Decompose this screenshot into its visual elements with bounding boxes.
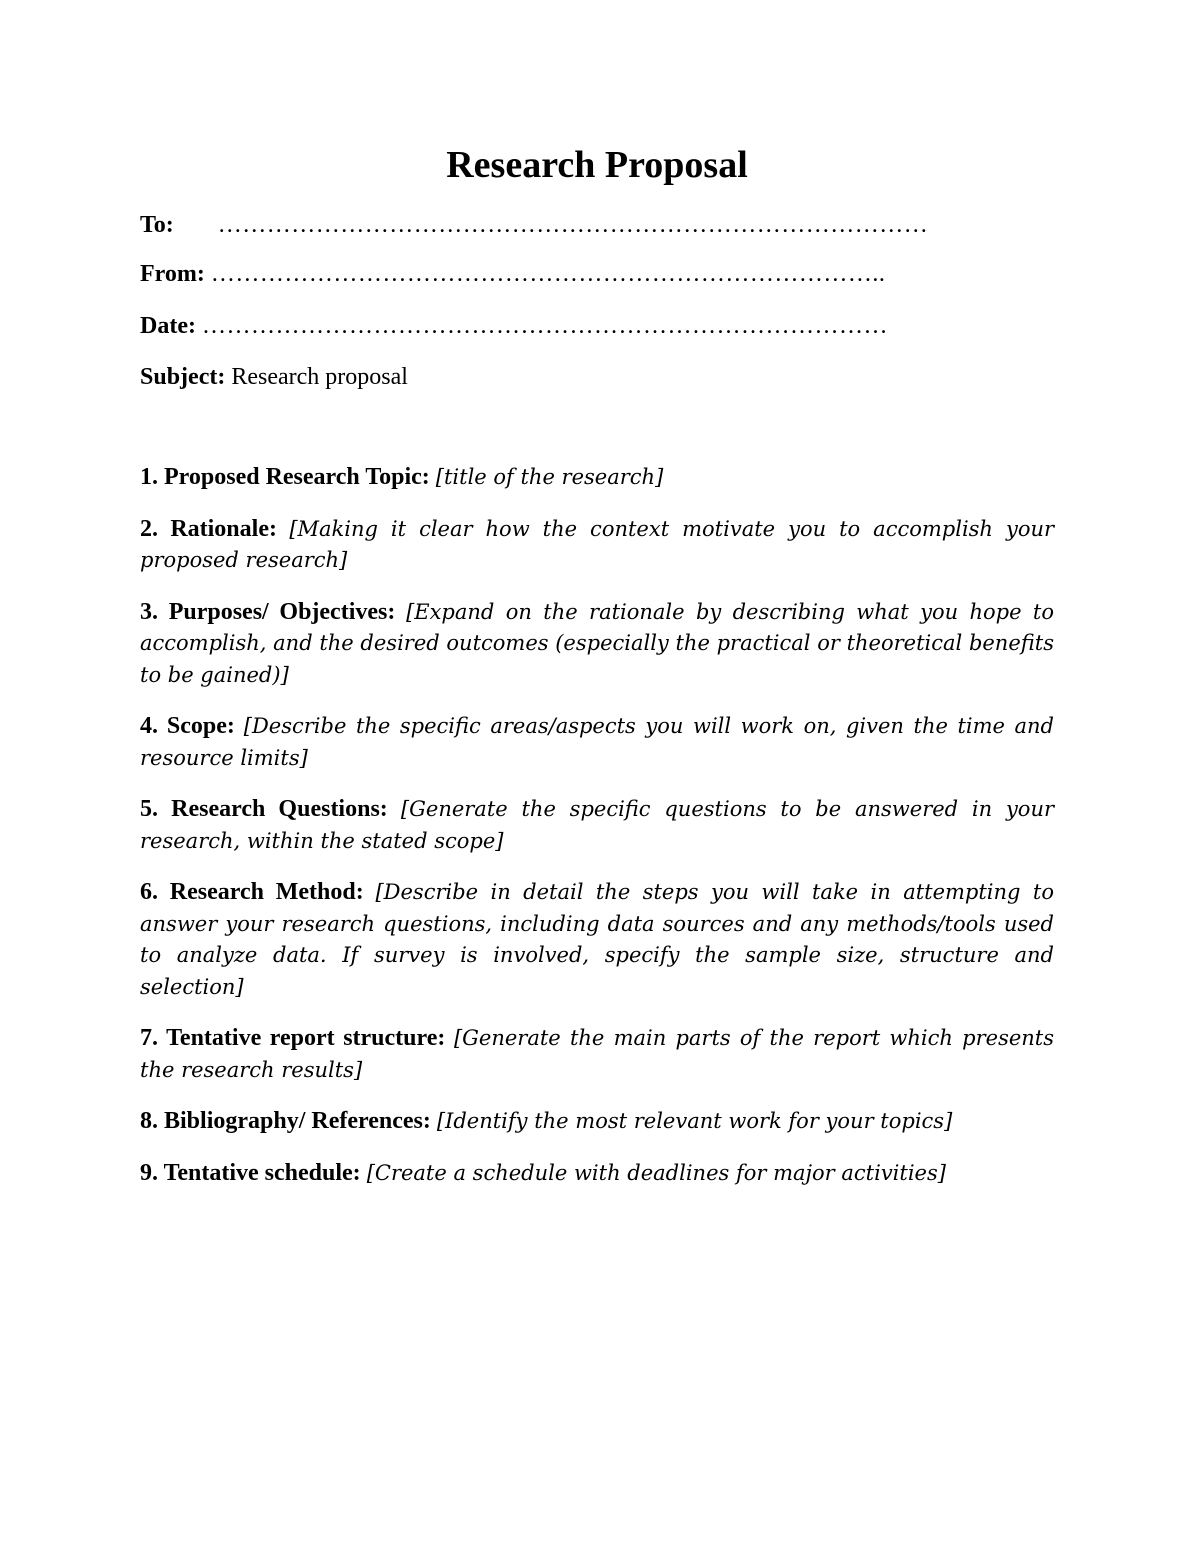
section-heading: 4. Scope: bbox=[140, 713, 235, 739]
section-description: [Create a schedule with deadlines for major activities] bbox=[366, 1160, 946, 1185]
section-schedule bbox=[140, 1158, 1054, 1190]
section-heading: 2. Rationale: bbox=[140, 515, 277, 542]
section-description: [Describe the specific areas/aspects you will work on, given the time and resource limits] bbox=[140, 714, 1054, 770]
section-heading: 1. Proposed Research Topic: bbox=[140, 464, 430, 490]
date-field bbox=[140, 310, 888, 342]
section-description: [Expand on the rationale by describing what you hope to accomplish, and the desired outcomes (especially the practical or theoretical benefits to be gained)] bbox=[140, 599, 1054, 687]
section-scope bbox=[140, 711, 1054, 774]
section-heading: 7. Tentative report structure: bbox=[140, 1025, 446, 1051]
from-label: From: bbox=[140, 261, 205, 287]
from-value: ……………………………………………………………………….. bbox=[210, 261, 886, 287]
section-report-structure bbox=[140, 1023, 1054, 1086]
section-heading: 8. Bibliography/ References: bbox=[140, 1108, 431, 1134]
to-value: …………………………………………………………………………… bbox=[217, 212, 929, 238]
date-label: Date: bbox=[140, 313, 196, 339]
section-heading: 3. Purposes/ Objectives: bbox=[140, 598, 396, 625]
section-description: [Identify the most relevant work for your topics] bbox=[436, 1109, 953, 1133]
section-description: [Generate the specific questions to be answered in your research, within the stated scope] bbox=[140, 797, 1055, 853]
section-heading: 9. Tentative schedule: bbox=[140, 1159, 361, 1186]
section-research-questions bbox=[140, 794, 1054, 857]
document-title: Research Proposal bbox=[446, 144, 748, 186]
subject-field bbox=[140, 361, 408, 393]
section-rationale bbox=[140, 514, 1054, 577]
section-description: [Generate the main parts of the report which presents the research results] bbox=[140, 1026, 1055, 1082]
section-objectives bbox=[140, 597, 1054, 692]
section-research-topic bbox=[140, 462, 1054, 494]
date-value: ………………………………………………………………………… bbox=[201, 313, 888, 339]
section-heading: 6. Research Method: bbox=[140, 879, 364, 905]
to-label: To: bbox=[140, 212, 174, 238]
section-description: [title of the research] bbox=[435, 465, 664, 489]
section-description: [Making it clear how the context motivate you to accomplish your proposed research] bbox=[140, 516, 1055, 572]
to-field bbox=[140, 209, 928, 241]
section-bibliography bbox=[140, 1106, 1054, 1138]
from-field bbox=[140, 258, 885, 290]
section-heading: 5. Research Questions: bbox=[140, 796, 388, 822]
subject-label: Subject: bbox=[140, 364, 226, 390]
section-description: [Describe in detail the steps you will take in attempting to answer your research questions, including data sources and any methods/tools used to analyze data. If survey is involved, specify the sample size, structure and selection] bbox=[140, 880, 1055, 999]
proposal-sections bbox=[140, 462, 1054, 1209]
subject-value: Research proposal bbox=[231, 364, 408, 390]
section-research-method bbox=[140, 877, 1054, 1003]
